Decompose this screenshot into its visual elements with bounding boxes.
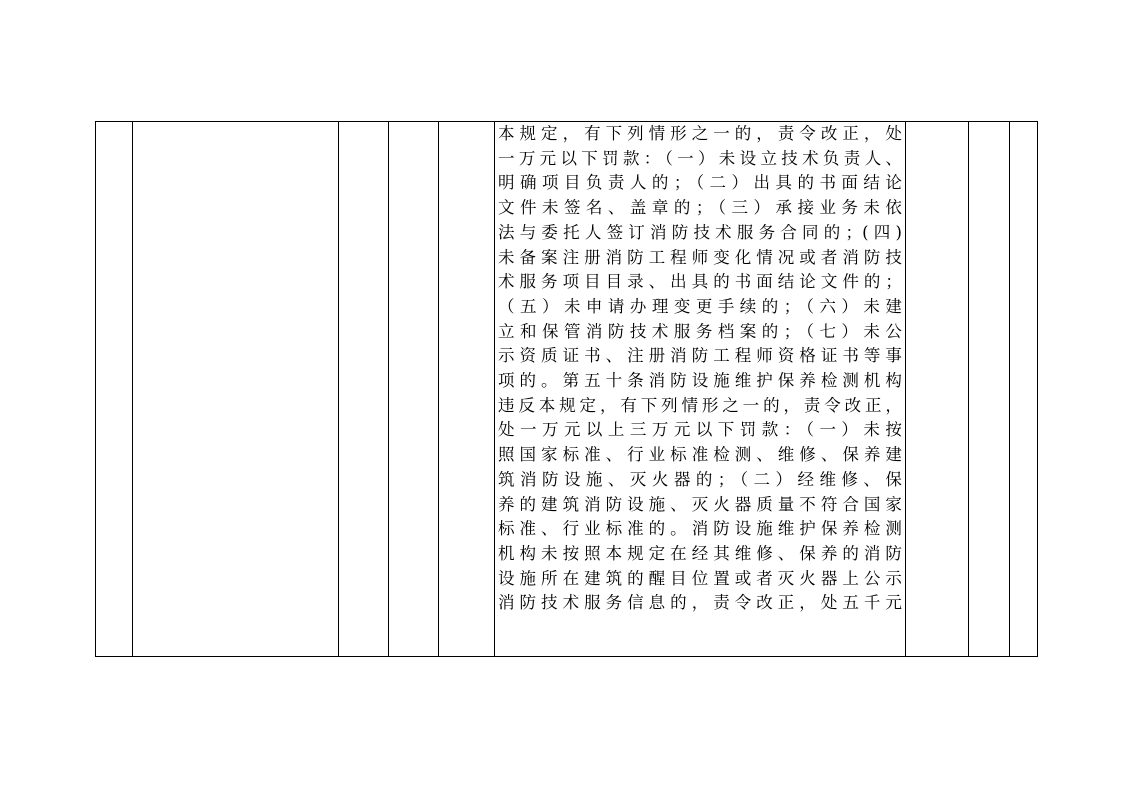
table-cell-empty: [906, 122, 969, 657]
table-cell-empty: [439, 122, 495, 657]
text-line: 项的。第五十条消防设施维护保养检测机构: [498, 371, 902, 391]
table-cell-empty: [96, 122, 133, 657]
table-cell-penalty-text: [495, 122, 906, 657]
text-line: 处一万元以上三万元以下罚款：（一）未按: [498, 420, 902, 440]
table-cell-empty: [133, 122, 339, 657]
text-line: 未备案注册消防工程师变化情况或者消防技: [498, 247, 902, 267]
table-row: [96, 122, 1038, 657]
text-line: （五）未申请办理变更手续的；（六）未建: [498, 296, 902, 316]
text-line: 照国家标准、行业标准检测、维修、保养建: [498, 445, 902, 465]
text-line: 机构未按照本规定在经其维修、保养的消防: [498, 543, 902, 563]
text-line: 法与委托人签订消防技术服务合同的；(四): [498, 222, 902, 242]
text-line: 术服务项目目录、出具的书面结论文件的；: [498, 272, 902, 292]
text-line: 消防技术服务信息的，责令改正，处五千元: [498, 593, 902, 613]
text-line: 标准、行业标准的。消防设施维护保养检测: [498, 519, 902, 539]
table-cell-empty: [1010, 122, 1038, 657]
text-line: 设施所在建筑的醒目位置或者灭火器上公示: [498, 568, 902, 588]
text-line: 明确项目负责人的；（二）出具的书面结论: [498, 173, 902, 193]
table-cell-empty: [339, 122, 389, 657]
text-line: 养的建筑消防设施、灭火器质量不符合国家: [498, 494, 902, 514]
text-line: 筑消防设施、灭火器的；（二）经维修、保: [498, 469, 902, 489]
text-line: 立和保管消防技术服务档案的；（七）未公: [498, 321, 902, 341]
table-cell-empty: [969, 122, 1010, 657]
text-line: 文件未签名、盖章的；（三）承接业务未依: [498, 198, 902, 218]
table-cell-empty: [389, 122, 439, 657]
regulation-table: [95, 121, 1038, 657]
text-line: 本规定，有下列情形之一的，责令改正，处: [498, 124, 902, 143]
text-line: 违反本规定，有下列情形之一的，责令改正，: [498, 395, 902, 415]
text-line: 一万元以下罚款：（一）未设立技术负责人、: [498, 148, 902, 168]
penalty-text-block: [495, 122, 905, 616]
text-line: 示资质证书、注册消防工程师资格证书等事: [498, 346, 902, 366]
